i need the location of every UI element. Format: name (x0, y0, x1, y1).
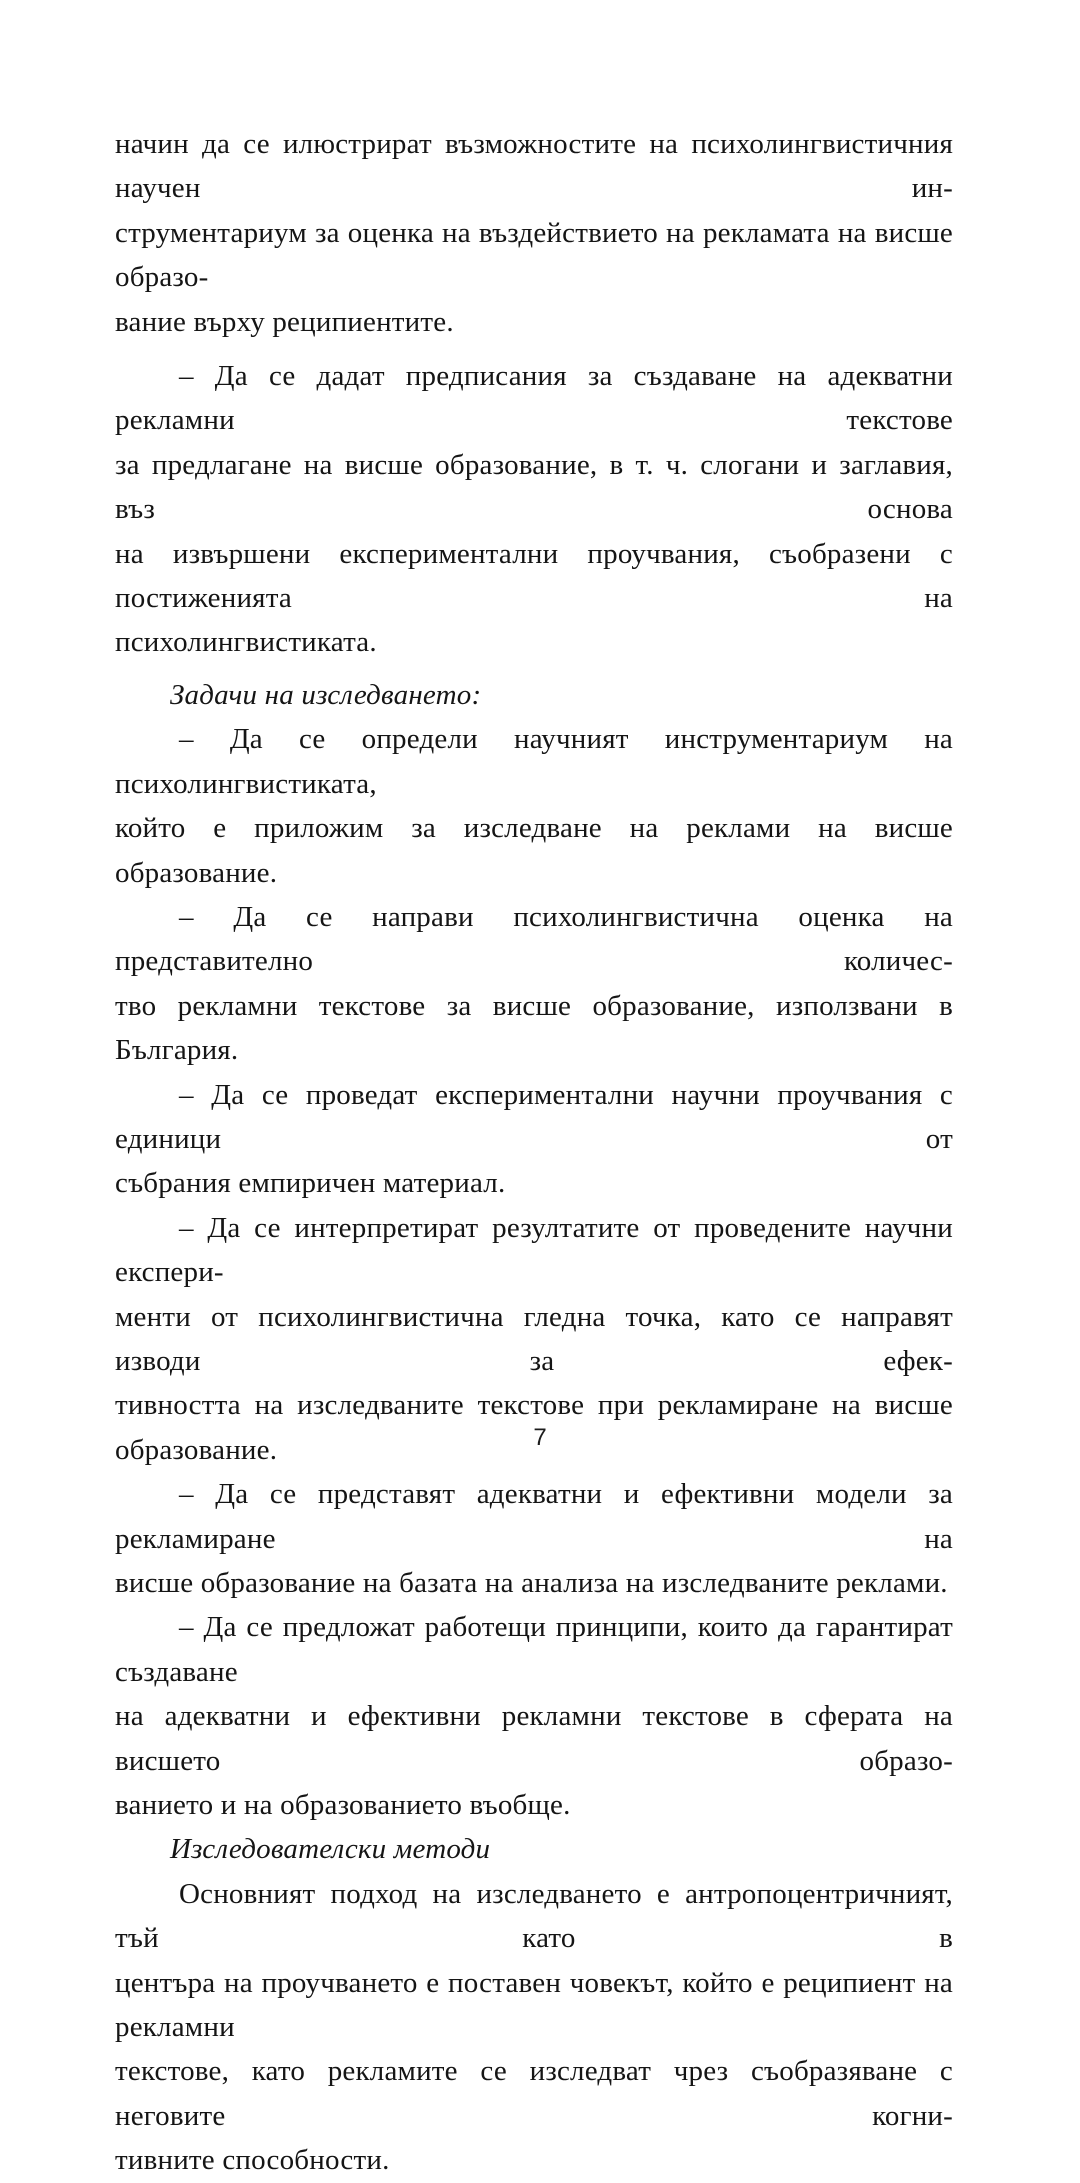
text-line: Основният подход на изследването е антропоцентричният, тъй като в (115, 1877, 953, 1955)
paragraph (115, 1872, 953, 2183)
text-line: менти от психолингвистична гледна точка, като се направят изводи за ефек- (115, 1300, 953, 1377)
paragraph (115, 895, 953, 1073)
text-line: на адекватни и ефективни рекламни текстове в сферата на висшето образо- (115, 1700, 953, 1777)
text-line: центъра на проучването е поставен човекът, който е реципиент на рекламни (115, 1966, 953, 2044)
text-line: тивните способности. (115, 2144, 390, 2177)
text-line: Задачи на изследването: (170, 678, 482, 711)
text-line: – Да се интерпретират резултатите от проведените научни експери- (115, 1211, 953, 1289)
text-line: психолингвистиката. (115, 626, 377, 659)
text-line: на извършени експериментални проучвания, съобразени с постиженията на (115, 537, 953, 615)
text-line: – Да се дадат предписания за създаване на адекватни рекламни текстове (115, 360, 953, 437)
paragraph (115, 1073, 953, 1206)
text-line: събрания емпиричен материал. (115, 1167, 506, 1200)
text-line: – Да се определи научният инструментариум на психолингвистиката, (115, 723, 953, 800)
text-line: струментариум за оценка на въздействието на рекламата на висше образо- (115, 216, 953, 294)
text-line: Изследователски методи (170, 1833, 491, 1866)
text-line: висше образование на базата на анализа на изследваните реклами. (115, 1567, 948, 1599)
text-line: начин да се илюстрират възможностите на психолингвистичния научен ин- (115, 128, 953, 205)
text-line: тивността на изследваните текстове при рекламиране на висше образование. (115, 1389, 953, 1466)
text-line: – Да се предложат работещи принципи, които да гарантират създаване (115, 1611, 953, 1688)
paragraph (115, 717, 953, 895)
text-line: който е приложим за изследване на реклами на висше образование. (115, 812, 953, 889)
paragraph (115, 354, 953, 665)
text-line: за предлагане на висше образование, в т. ч. слогани и заглавия, въз основа (115, 448, 953, 526)
document-body (115, 122, 953, 2183)
text-line: вание върху реципиентите. (115, 305, 454, 338)
section-heading (115, 1827, 953, 1871)
text-line: – Да се проведат експериментални научни проучвания с единици от (115, 1078, 953, 1155)
text-line: – Да се представят адекватни и ефективни модели за рекламиране на (115, 1478, 953, 1555)
section-heading (115, 673, 953, 717)
text-line: текстове, като рекламите се изследват чрез съобразяване с неговите когни- (115, 2055, 953, 2132)
paragraph (115, 1605, 953, 1827)
paragraph (115, 122, 953, 344)
text-line: ванието и на образованието въобще. (115, 1789, 571, 1822)
text-line: – Да се направи психолингвистична оценка на представително количес- (115, 900, 953, 978)
page-number: 7 (533, 1424, 547, 1451)
text-line: тво рекламни текстове за висше образование, използвани в България. (115, 989, 953, 1067)
paragraph (115, 1472, 953, 1605)
